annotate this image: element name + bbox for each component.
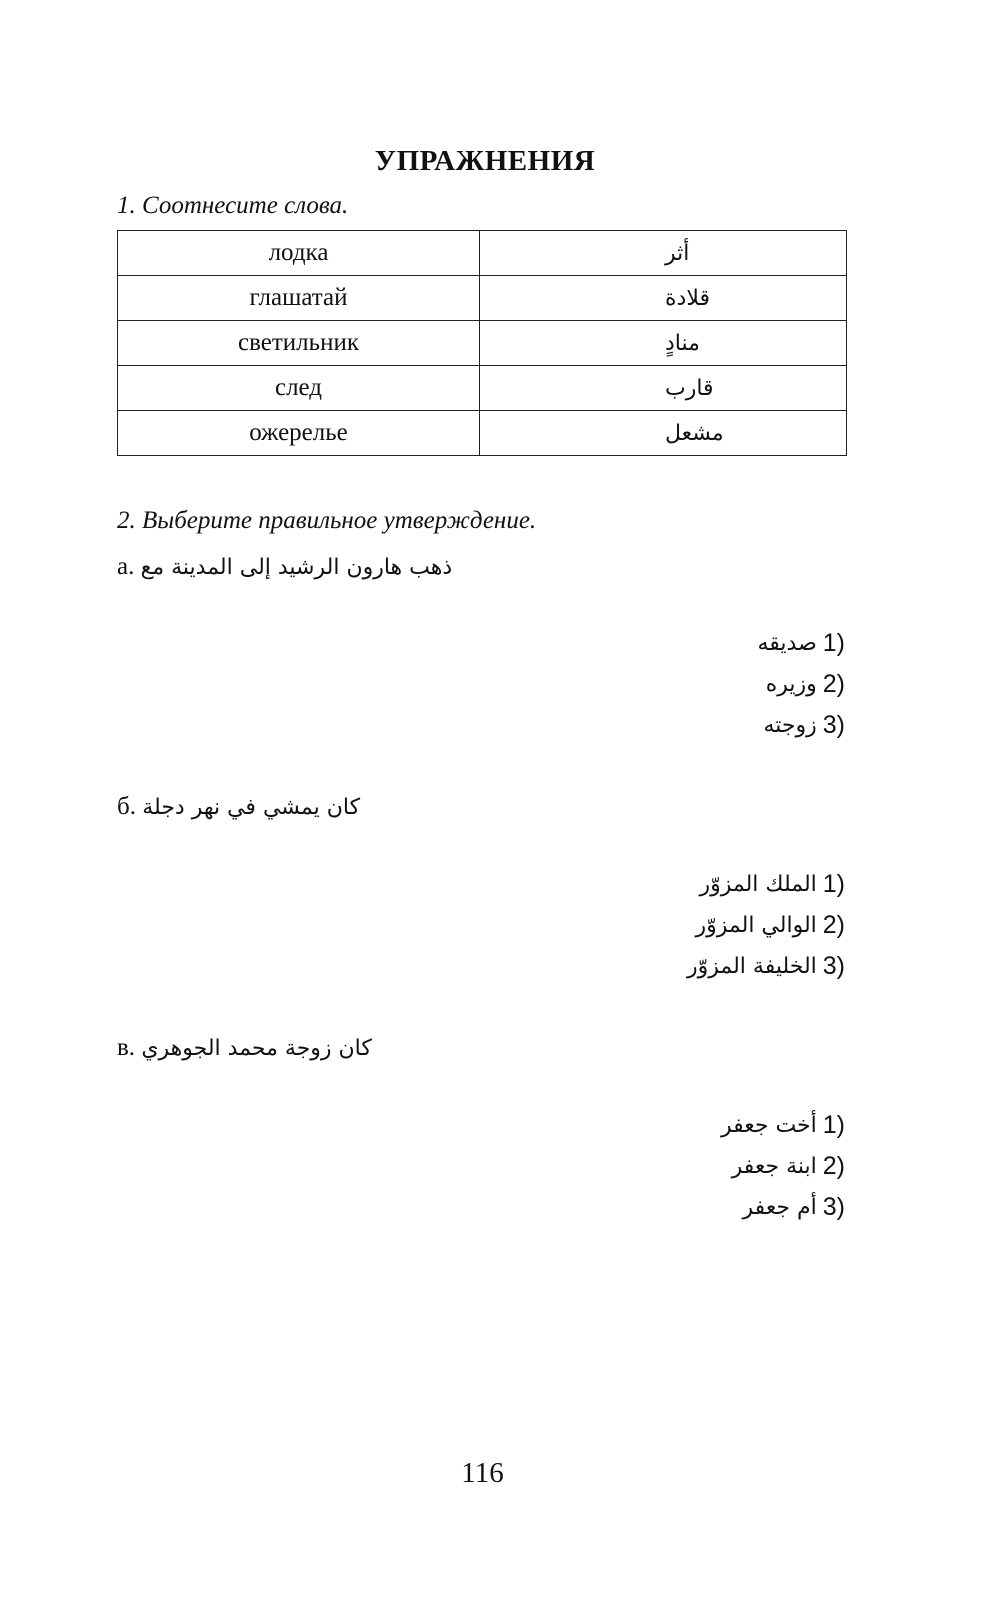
answer-option [445, 1105, 845, 1146]
question-c [117, 1034, 372, 1062]
option-text: زوجته [763, 713, 817, 738]
question-letter: б. [117, 793, 136, 820]
arabic-word: منادٍ [480, 321, 847, 366]
option-number: 3) [822, 952, 845, 980]
question-c-options [445, 1105, 845, 1228]
russian-word: глашатай [118, 276, 480, 321]
option-number: 3) [822, 1193, 845, 1221]
option-number: 2) [822, 670, 845, 698]
question-b [117, 793, 360, 821]
answer-option [445, 623, 845, 664]
question-b-options [445, 864, 845, 987]
option-number: 1) [822, 1111, 845, 1139]
question-letter: в. [117, 1034, 136, 1061]
table-row [118, 411, 847, 456]
answer-option [445, 946, 845, 987]
option-text: الوالي المزوّر [695, 913, 817, 938]
exercise-1-heading: 1. Соотнесите слова. [117, 192, 349, 219]
option-number: 2) [822, 911, 845, 939]
answer-option [445, 705, 845, 746]
option-text: الخليفة المزوّر [686, 954, 817, 979]
russian-word: светильник [118, 321, 480, 366]
table-row [118, 321, 847, 366]
answer-option [445, 864, 845, 905]
word-matching-table [117, 230, 847, 456]
option-number: 1) [822, 629, 845, 657]
russian-word: ожерелье [118, 411, 480, 456]
arabic-word: قلادة [480, 276, 847, 321]
russian-word: лодка [118, 231, 480, 276]
answer-option [445, 664, 845, 705]
arabic-word: مشعل [480, 411, 847, 456]
option-text: الملك المزوّر [699, 872, 817, 897]
question-a [117, 553, 452, 581]
option-number: 1) [822, 870, 845, 898]
answer-option [445, 905, 845, 946]
russian-word: след [118, 366, 480, 411]
question-text: ذهب هارون الرشيد إلى المدينة مع [140, 555, 453, 580]
answer-option [445, 1146, 845, 1187]
question-a-options [445, 623, 845, 746]
question-text: كان يمشي في نهر دجلة [142, 795, 361, 820]
page-number: 116 [461, 1457, 504, 1489]
option-text: وزيره [765, 672, 817, 697]
option-text: أخت جعفر [720, 1113, 817, 1138]
page-title: УПРАЖНЕНИЯ [374, 145, 596, 177]
question-letter: а. [117, 553, 135, 580]
option-text: أم جعفر [742, 1195, 817, 1220]
option-number: 2) [822, 1152, 845, 1180]
answer-option [445, 1187, 845, 1228]
arabic-word: قارب [480, 366, 847, 411]
arabic-word: أثر [480, 231, 847, 276]
option-number: 3) [822, 711, 845, 739]
option-text: ابنة جعفر [731, 1154, 817, 1179]
table-row [118, 231, 847, 276]
table-row [118, 276, 847, 321]
question-text: كان زوجة محمد الجوهري [141, 1036, 372, 1061]
option-text: صديقه [757, 631, 817, 656]
table-row [118, 366, 847, 411]
exercise-2-heading: 2. Выберите правильное утверждение. [117, 507, 537, 534]
